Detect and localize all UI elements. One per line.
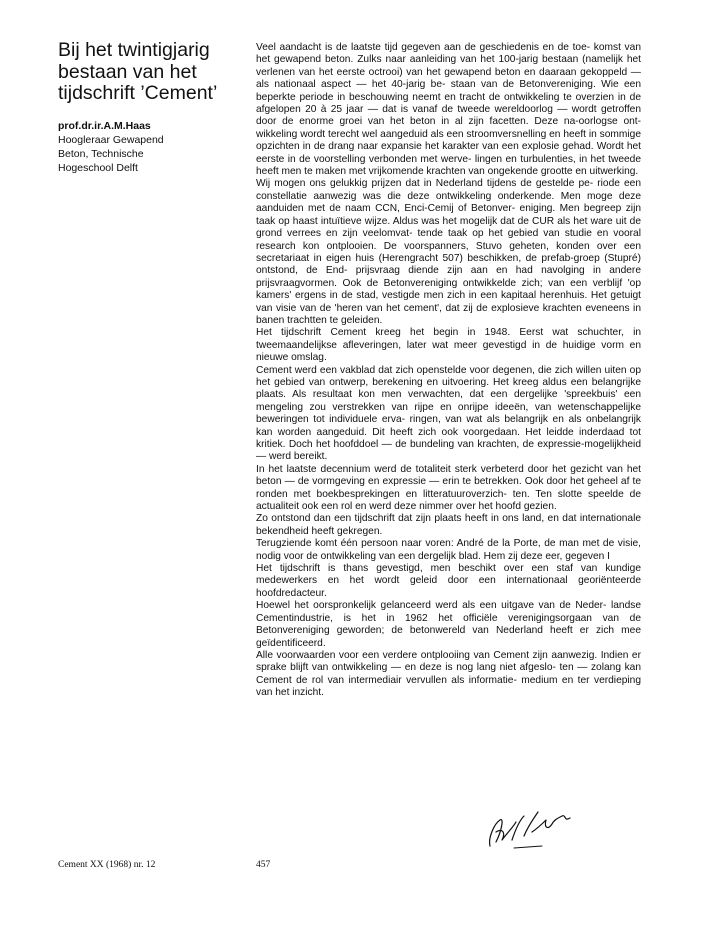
paragraph: Cement werd een vakblad dat zich openstelde voor degenen, die zich willen uiten op het gebied van ontwerp, berekening en uitvoering. Het kreeg aldus een belangrijke plaats. Als resultaat kon men verwachten, dat een dergelijke 'spreekbuis' een mengeling zou verstrekken van rijpe en onrijpe ideeën, van wetenschappelijke beweringen tot individuele erva- ringen, van wat als belangrijk en als onbelangrijk kan worden aangeduid. Dit heeft zich ook voorgedaan. Het leidde inderdaad tot kritiek. Doch het hoofddoel — de bundeling van krachten, de expressie-mogelijkheid — werd bereikt. — [256, 364, 641, 463]
paragraph: Hoewel het oorspronkelijk gelanceerd werd als een uitgave van de Neder- landse Cementindustrie, is het in 1962 het officiële verenigingsorgaan van de Betonvereniging geworden; de betonwereld van Nederland heeft er zich mee geïdentificeerd. — [256, 600, 641, 649]
author-name: prof.dr.ir.A.M.Haas — [58, 119, 151, 132]
article-title: Bij het twintigjarig bestaan van het tijdschrift ’Cement’ — [58, 39, 218, 104]
paragraph: Terugziende komt één persoon naar voren: André de la Porte, de man met de visie, nodig voor de ontwikkeling van een dergelijk blad. Hem zij deze eer, gegeven I — [256, 538, 641, 562]
page-number: 457 — [256, 860, 271, 870]
signature — [484, 802, 574, 852]
paragraph: Veel aandacht is de laatste tijd gegeven aan de geschiedenis en de toe- komst van het gewapend beton. Zulks naar aanleiding van het 100-jarig bestaan (namelijk het verlenen van het eerste octrooi) van het gewapend beton en daaraan gekoppeld — als nationaal aspect — het 40-jarig be- staan van de Betonvereniging. Wie een beperkte periode in beschouwing neemt en tracht de ontwikkeling te overzien in de afgelopen 20 à 25 jaar — dat is vanaf de tweede wereldoorlog — wordt getroffen door de enorme groei van het beton in al zijn facetten. Deze na-oorlogse ont- wikkeling wordt terecht wel aangeduid als een stroomversnelling en heeft in sommige opzichten in de drang naar expansie het karakter van een explosie gehad. Wordt het eerste in de voorstelling verbonden met werve- lingen en turbulenties, in het tweede heeft men te maken met vrijkomende krachten van ongekende grootte en uitwerking. — [256, 42, 641, 178]
paragraph: In het laatste decennium werd de totaliteit sterk verbeterd door het gezicht van het beton — de vormgeving en expressie — erin te betrekken. Ook door het geheel af te ronden met boekbesprekingen en litteratuuroverzich- ten. Ten slotte speelde de actualiteit ook een rol en werd deze nimmer over het hoofd gezien. — [256, 463, 641, 513]
paragraph: Het tijdschrift Cement kreeg het begin in 1948. Eerst wat schuchter, in tweemaandelijkse afleveringen, later wat meer gevestigd in de huidige vorm en nieuwe omslag. — [256, 327, 641, 364]
affiliation-line: Beton, Technische — [58, 147, 144, 160]
affiliation-line: Hoogleraar Gewapend — [58, 133, 164, 146]
sidebar — [58, 40, 238, 175]
paragraph: Het tijdschrift is thans gevestigd, men beschikt over een staf van kundige medewerkers en het wordt geleid door een internationaal georiënteerde hoofdredacteur. — [256, 563, 641, 599]
article-body — [256, 42, 641, 700]
paragraph: Wij mogen ons gelukkig prijzen dat in Nederland tijdens de gestelde pe- riode een constellatie aanwezig was die deze ontwikkeling onderkende. Men moge deze aanduiden met de naam CCN, Enci-Cemij of Betonver- eniging. Men begreep zijn taak op haast intuïtieve wijze. Aldus was het mogelijk dat de CUR als het ware uit de grond verrees en zijn veelomvat- tende taak op het gebied van studie en vooral research kon ontplooien. De voorspanners, Stuvo geheten, konden over een secretariaat in eigen huis (Herengracht 507) beschikken, de prefab-groep (Stupré) ontstond, de End- prijsvraag diende zijn aan en had navolging in andere prijsvraagvormen. Ook de Betonvereniging ontwikkelde zich; van een verblijf 'op kamers' ergens in de stad, vestigde men zich in een kapitaal herenhuis. Het getuigt van visie van de 'heren van het cement', dat zij de explosieve krachten eveneens in banen trachtten te geleiden. — [256, 178, 641, 326]
affiliation-line: Hogeschool Delft — [58, 161, 138, 174]
journal-citation: Cement XX (1968) nr. 12 — [58, 860, 156, 870]
paragraph: Zo ontstond dan een tijdschrift dat zijn plaats heeft in ons land, en dat internationale bekendheid heeft gekregen. — [256, 513, 641, 537]
paragraph: Alle voorwaarden voor een verdere ontplooiing van Cement zijn aanwezig. Indien er sprake blijft van ontwikkeling — en deze is nog lang niet afgeslo- ten — zolang kan Cement de rol van intermediair vervullen als informatie- medium en ter verdieping van het inzicht. — [256, 649, 641, 699]
